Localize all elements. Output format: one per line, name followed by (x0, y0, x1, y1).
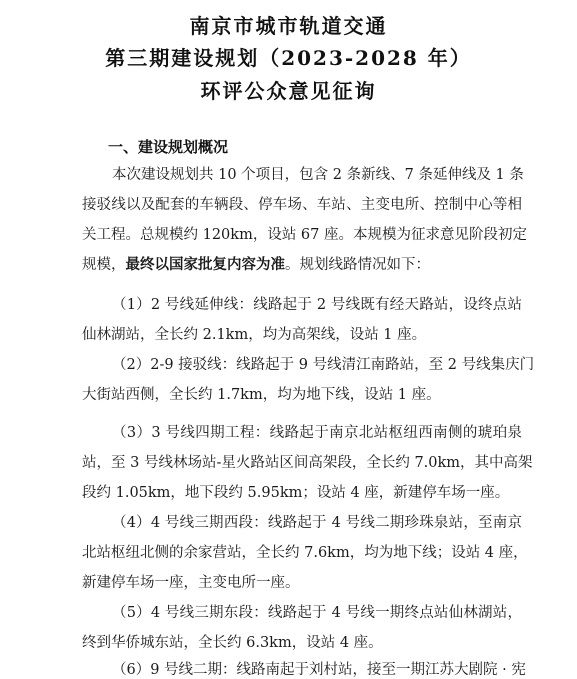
intro-paragraph-line: 接驳线以及配套的车辆段、停车场、车站、主变电所、控制中心等相 (82, 197, 522, 213)
list-item-line: 仙林湖站，全长约 2.1km，均为高架线，设站 1 座。 (82, 327, 427, 343)
list-item-line: 终到华侨城东站，全长约 6.3km，设站 4 座。 (82, 635, 383, 651)
document-title-line-3: 环评公众意见征询 (200, 79, 377, 103)
list-item-line: 段约 1.05km，地下段约 5.95km；设站 4 座，新建停车场一座。 (82, 485, 510, 501)
list-item-line: （6）9 号线二期：线路南起于刘村站，接至一期江苏大剧院 · 宪 (112, 662, 526, 678)
list-item-line: （4）4 号线三期西段：线路起于 4 号线二期珍珠泉站，至南京 (112, 515, 522, 531)
list-item-line: 站，至 3 号线林场站-星火路站区间高架段，全长约 7.0km，其中高架 (82, 455, 533, 471)
intro-paragraph-line: 本次建设规划共 10 个项目，包含 2 条新线、7 条延伸线及 1 条 (112, 167, 524, 183)
intro-emphasis: 最终以国家批复内容为准 (125, 256, 285, 273)
intro-text: 规模， (82, 257, 126, 273)
section-heading: 一、建设规划概况 (108, 138, 229, 156)
list-item-line: 北站枢纽北侧的余家营站，全长约 7.6km，均为地下线；设站 4 座， (82, 545, 528, 561)
list-item-line: （1）2 号线延伸线：线路起于 2 号线既有经天路站，设终点站 (112, 297, 522, 313)
list-item-line: （2）2-9 接驳线：线路起于 9 号线清江南路站，至 2 号线集庆门 (112, 357, 535, 373)
list-item-line: （5）4 号线三期东段：线路起于 4 号线一期终点站仙林湖站， (112, 605, 522, 621)
intro-paragraph-line (82, 255, 522, 275)
document-title-line-1: 南京市城市轨道交通 (189, 14, 388, 38)
list-item-line: 新建停车场一座，主变电所一座。 (82, 575, 300, 591)
list-item-line: 大街站西侧，全长约 1.7km，均为地下线，设站 1 座。 (82, 387, 441, 403)
intro-paragraph-line: 关工程。总规模约 120km，设站 67 座。本规模为征求意见阶段初定 (82, 227, 527, 243)
list-item-line: （3）3 号线四期工程：线路起于南京北站枢纽西南侧的琥珀泉 (112, 425, 522, 441)
intro-text: 。规划线路情况如下： (285, 257, 430, 273)
document-title-line-2: 第三期建设规划（2023-2028 年） (105, 46, 472, 70)
